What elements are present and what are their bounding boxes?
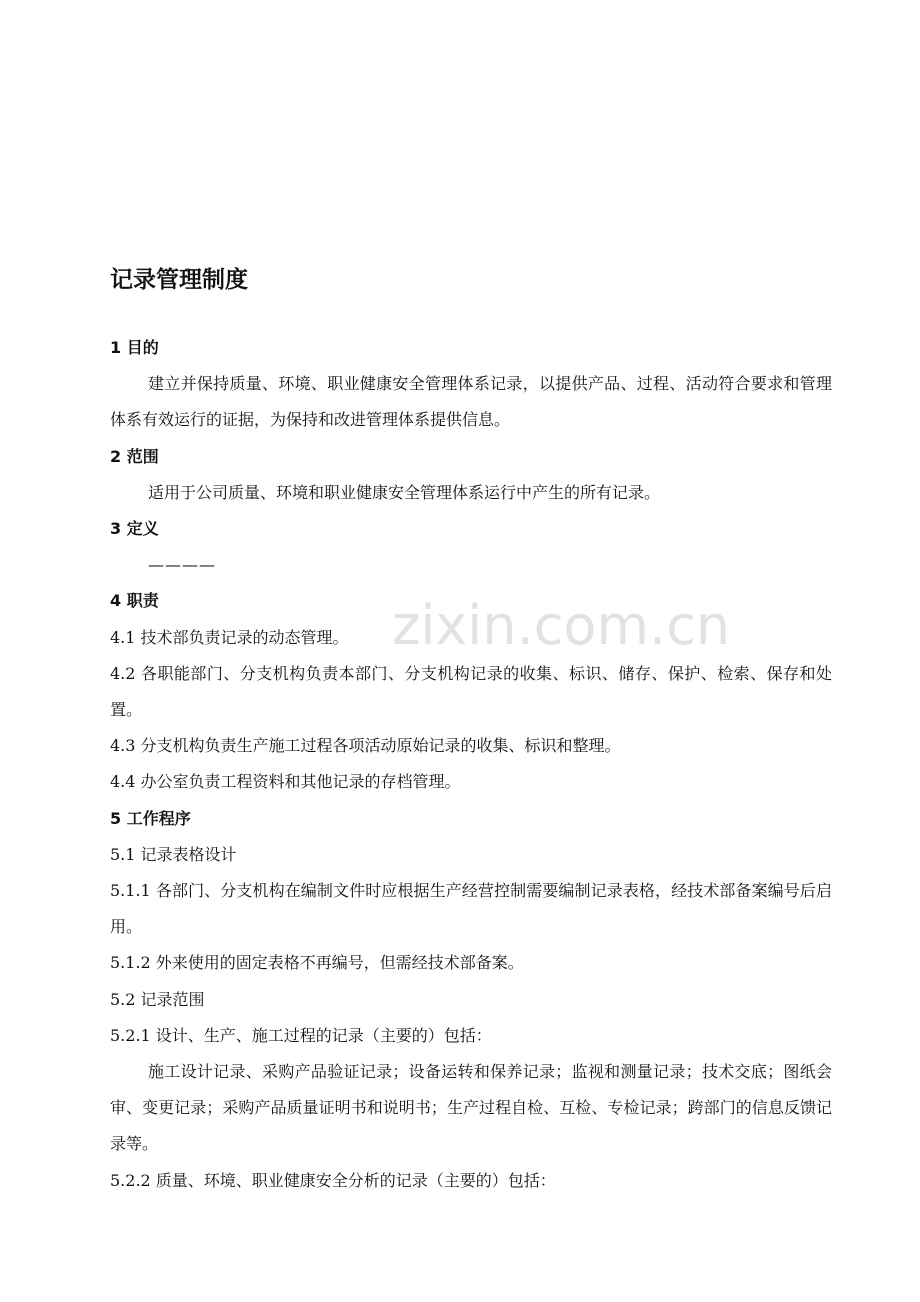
section-heading-procedure: 5 工作程序	[110, 808, 191, 828]
clause-4-4: 4.4 办公室负责工程资料和其他记录的存档管理。	[110, 772, 461, 792]
clause-5-2-2: 5.2.2 质量、环境、职业健康安全分析的记录（主要的）包括：	[110, 1170, 556, 1190]
clause-5-2: 5.2 记录范围	[110, 989, 205, 1009]
clause-5-2-1: 5.2.1 设计、生产、施工过程的记录（主要的）包括：	[110, 1025, 492, 1045]
clause-5-1-2: 5.1.2 外来使用的固定表格不再编号，但需经技术部备案。	[110, 953, 524, 973]
section-heading-definition: 3 定义	[110, 519, 159, 539]
clause-5-1: 5.1 记录表格设计	[110, 844, 237, 864]
clause-4-1: 4.1 技术部负责记录的动态管理。	[110, 627, 349, 647]
paragraph-purpose: 建立并保持质量、环境、职业健康安全管理体系记录，以提供产品、过程、活动符合要求和管理体系有效运行的证据，为保持和改进管理体系提供信息。	[110, 374, 832, 430]
paragraph-definition: ————	[148, 555, 216, 575]
section-heading-scope: 2 范围	[110, 446, 159, 466]
section-heading-purpose: 1 目的	[110, 338, 159, 357]
document-title: 记录管理制度	[110, 267, 248, 293]
paragraph-5-2-1-items: 施工设计记录、采购产品验证记录；设备运转和保养记录；监视和测量记录；技术交底；图纸会审、变更记录；采购产品质量证明书和说明书；生产过程自检、互检、专检记录；跨部门的信息反馈记录等。	[110, 1062, 832, 1154]
paragraph-scope: 适用于公司质量、环境和职业健康安全管理体系运行中产生的所有记录。	[148, 482, 661, 502]
clause-4-3: 4.3 分支机构负责生产施工过程各项活动原始记录的收集、标识和整理。	[110, 736, 621, 756]
clause-5-1-1: 5.1.1 各部门、分支机构在编制文件时应根据生产经营控制需要编制记录表格，经技术部备案编号后启用。	[110, 881, 832, 937]
watermark-text: zixin.com.cn	[392, 594, 731, 657]
section-heading-responsibilities: 4 职责	[110, 591, 159, 611]
document-body	[110, 330, 832, 1199]
clause-4-2: 4.2 各职能部门、分支机构负责本部门、分支机构记录的收集、标识、储存、保护、检索、保存和处置。	[110, 663, 832, 720]
